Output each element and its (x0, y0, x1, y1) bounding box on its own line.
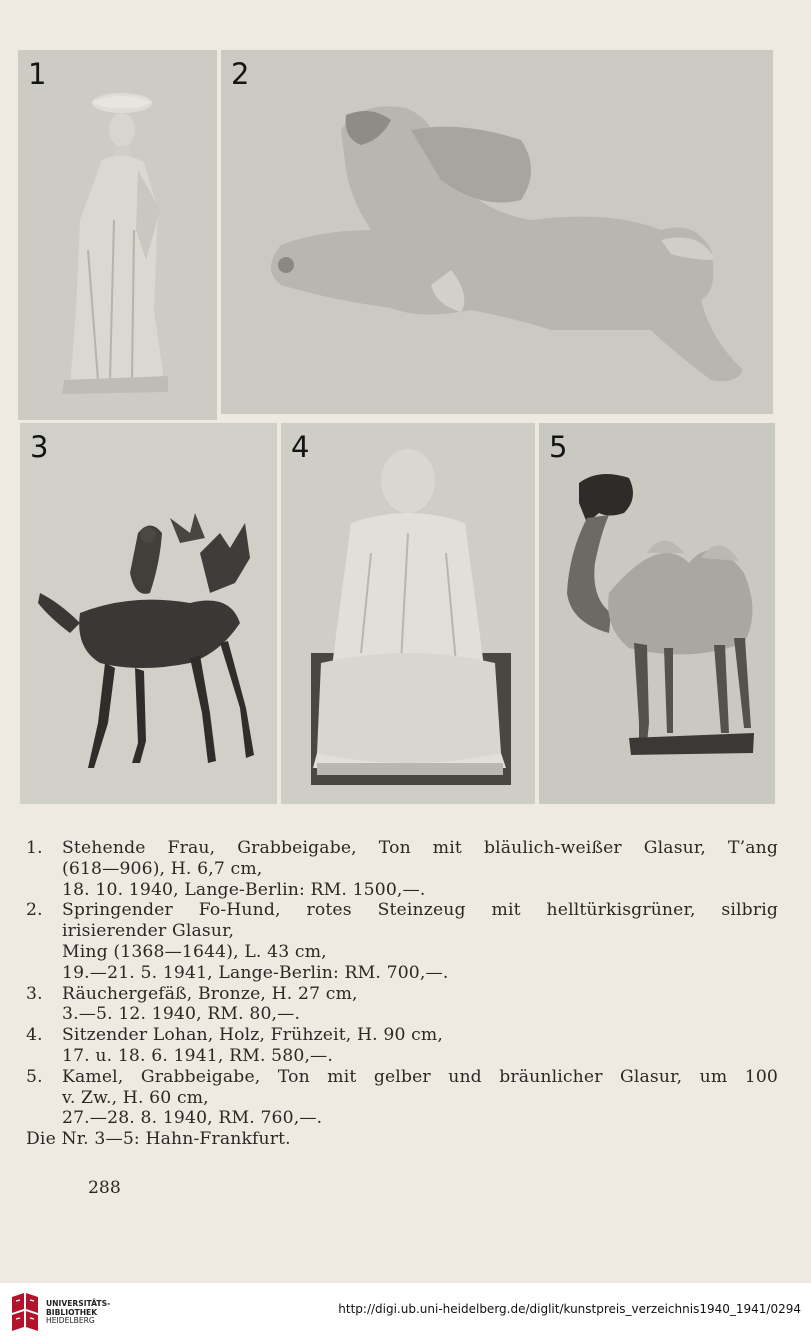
caption-number: 1. (26, 838, 43, 858)
caption-line: v. Zw., H. 60 cm, (62, 1087, 209, 1108)
caption-line: Stehende Frau, Grabbeigabe, Ton mit bläulich-weißer Glasur, T’ang (62, 838, 778, 858)
digitization-footer (0, 1283, 811, 1341)
caption-line: Springender Fo-Hund, rotes Steinzeug mit helltürkisgrüner, silbrig (62, 900, 778, 921)
library-line: BIBLIOTHEK (46, 1307, 98, 1317)
plate-number: 3 (30, 430, 49, 464)
caption-item-5 (26, 1067, 778, 1129)
plate-number: 2 (231, 57, 250, 91)
seated-lohan-figure (281, 423, 535, 804)
censer-deer-figure (20, 423, 277, 804)
standing-woman-figure (18, 50, 217, 420)
caption-line: 3.—5. 12. 1940, RM. 80,—. (62, 1004, 301, 1025)
caption-item-3 (26, 984, 778, 1026)
leaping-fo-dog-figure (221, 50, 773, 414)
university-library-logo-icon (8, 1291, 42, 1333)
caption-list (26, 838, 778, 1150)
caption-line: Sitzender Lohan, Holz, Frühzeit, H. 90 cm, (62, 1025, 443, 1046)
plate-4-photo (281, 423, 535, 804)
camel-figure (539, 423, 775, 804)
caption-number: 3. (26, 983, 43, 1004)
caption-item-2 (26, 900, 778, 983)
source-url-link[interactable]: http://digi.ub.uni-heidelberg.de/diglit/kunstpreis_verzeichnis1940_1941/0294 (338, 1302, 801, 1316)
plate-1-photo (18, 50, 217, 420)
library-line: UNIVERSITÄTS- (46, 1299, 111, 1308)
caption-number: 4. (26, 1025, 43, 1046)
plate-3-photo (20, 423, 277, 804)
caption-item-1 (26, 838, 778, 900)
caption-line: Räuchergefäß, Bronze, H. 27 cm, (62, 983, 358, 1004)
caption-line: 27.—28. 8. 1940, RM. 760,—. (62, 1108, 323, 1129)
library-line: HEIDELBERG (46, 1316, 95, 1326)
caption-line: 17. u. 18. 6. 1941, RM. 580,—. (62, 1045, 334, 1066)
page-number: 288 (88, 1178, 121, 1198)
caption-line: Ming (1368—1644), L. 43 cm, (62, 941, 327, 962)
caption-item-4 (26, 1025, 778, 1067)
plate-5-photo (539, 423, 775, 804)
plate-2-photo (221, 50, 773, 414)
caption-line: irisierender Glasur, (62, 921, 235, 942)
plate-number: 5 (549, 430, 568, 464)
plate-number: 1 (28, 57, 47, 91)
source-note: Die Nr. 3—5: Hahn-Frankfurt. (26, 1129, 291, 1150)
plate-number: 4 (291, 430, 310, 464)
caption-line: Kamel, Grabbeigabe, Ton mit gelber und bräunlicher Glasur, um 100 (62, 1066, 778, 1087)
caption-line: 18. 10. 1940, Lange-Berlin: RM. 1500,—. (62, 879, 426, 900)
caption-line: 19.—21. 5. 1941, Lange-Berlin: RM. 700,—. (62, 962, 449, 983)
caption-number: 5. (26, 1066, 43, 1087)
library-name (46, 1300, 110, 1326)
caption-number: 2. (26, 900, 43, 921)
caption-line: (618—906), H. 6,7 cm, (62, 858, 263, 879)
